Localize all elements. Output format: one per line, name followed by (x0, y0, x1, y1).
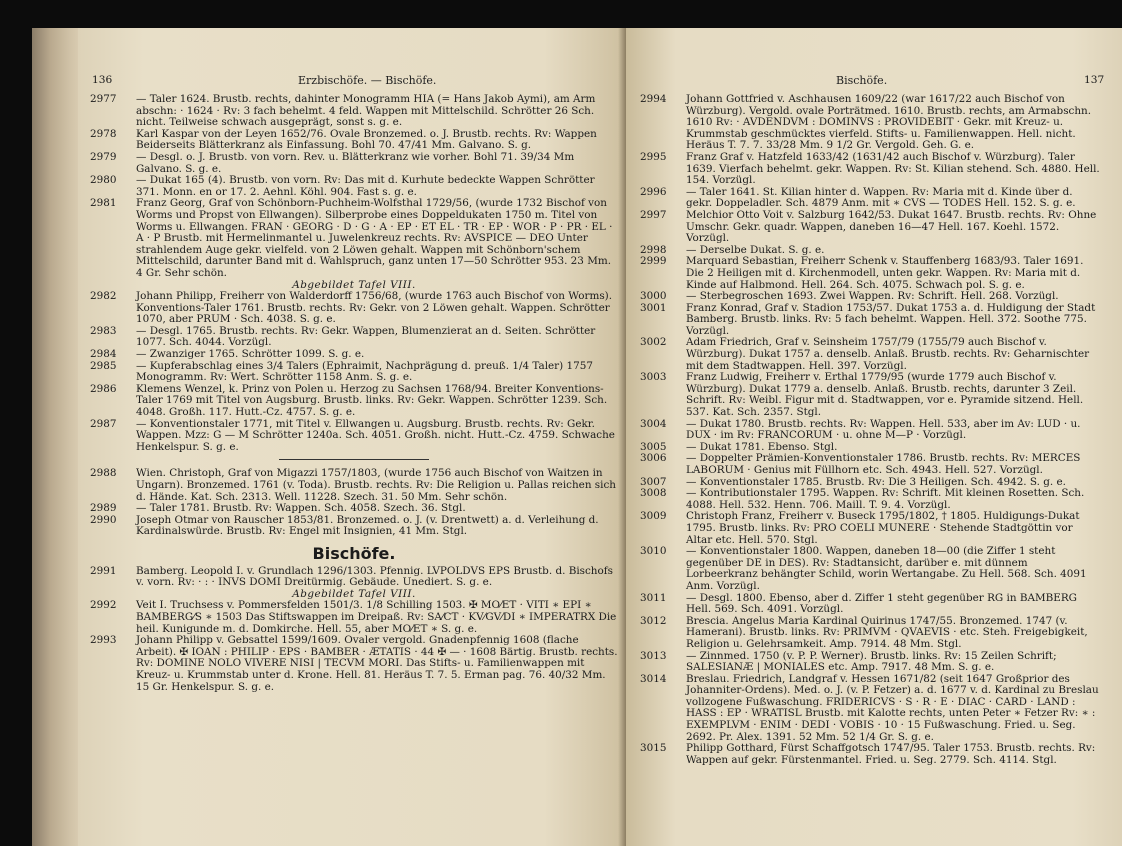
entry-number: 3002 (640, 336, 667, 349)
catalog-entry (90, 129, 618, 152)
entry-number: 3013 (640, 649, 667, 662)
catalog-entry (90, 600, 618, 635)
entry-text: — Dukat 165 (4). Brustb. von vorn. Rv: Das mit d. Kurhute bedeckte Wappen Schrötter 371. Monn. en or 17. 2. Aehnl. Köhl. 904. Fast s. g. e. (136, 174, 595, 198)
catalog-entry (90, 566, 618, 589)
catalog-entry (640, 453, 1102, 476)
entry-number: 3006 (640, 452, 667, 465)
entry-number: 2990 (90, 513, 117, 526)
entry-text: — Kupferabschlag eines 3/4 Talers (Ephraimit, Nachprägung d. preuß. 1/4 Taler) 1757 Monogramm. Rv: Wert. Schrötter 1158 Anm. S. g. e. (136, 359, 593, 384)
catalog-entry (90, 349, 618, 361)
entry-number: 2977 (90, 93, 117, 105)
catalog-entry (90, 419, 618, 454)
entry-number: 2983 (90, 324, 117, 337)
entry-number: 2984 (90, 348, 117, 361)
entry-text: Bamberg. Leopold I. v. Grundlach 1296/1303. Pfennig. LVPOLDVS EPS Brustb. d. Bischofs v. vorn. Rv: · : · INVS DOMI Dreitürmig. Gebäude. Unediert. S. g. e. (136, 564, 613, 589)
entry-number: 2993 (90, 634, 117, 647)
entry-text: — Derselbe Dukat. S. g. e. (686, 243, 825, 256)
entry-number: 3000 (640, 290, 667, 303)
entry-number: 2991 (90, 564, 117, 577)
entry-text: Christoph Franz, Freiherr v. Buseck 1795/1802, † 1805. Huldigungs-Dukat 1795. Brustb. links. Rv: PRO COELI MUNERE · Stehende Stadtgöttin vor Altar etc. Hell. 570. Stgl. (686, 510, 1080, 546)
entry-text: — Zwanziger 1765. Schrötter 1099. S. g. e. (136, 348, 365, 361)
entry-text: Breslau. Friedrich, Landgraf v. Hessen 1671/82 (seit 1647 Großprior des Johanniter-Ordens). Med. o. J. (v. P. Fetzer) a. d. 1677 v. d. Kardinal zu Breslau vollzogene Fußwaschung. FRIDERICVS · S · R · E · DIAC · CARD · LAND : HASS : EP · WRATISL Brustb. mit Kalotte rechts, unten Peter ∗ Fetzer Rv: ∗ : EXEMPLVM · ENIM · DEDI · VOBIS · 10 · 15 Fußwaschung. Fried. u. Seg. 2692. Pr. Alex. 1391. 52 Mm. 52 1/4 Gr. S. g. e. (686, 672, 1099, 743)
catalog-entry (90, 291, 618, 326)
entry-number: 3011 (640, 591, 667, 604)
entry-text: Adam Friedrich, Graf v. Seinsheim 1757/79 (1755/79 auch Bischof v. Würzburg). Dukat 1757 a. denselb. Anlaß. Brustb. rechts. Rv: Geharnischter mit dem Stadtwappen. Hell. 397. Vorzügl. (686, 336, 1090, 372)
catalog-entry (640, 256, 1102, 291)
entry-number: 2998 (640, 243, 667, 256)
entry-number: 3003 (640, 371, 667, 384)
catalog-entry (640, 651, 1102, 674)
catalog-entry (90, 384, 618, 419)
entry-number: 3005 (640, 440, 667, 453)
catalog-entry (90, 635, 618, 693)
entry-text: Philipp Gotthard, Fürst Schaffgotsch 1747/95. Taler 1753. Brustb. rechts. Rv: Wappen auf gekr. Fürstenmantel. Fried. u. Seg. 2779. Sch. 4114. Stgl. (686, 742, 1096, 766)
entry-text: Johann Gottfried v. Aschhausen 1609/22 (war 1617/22 auch Bischof von Würzburg). Vergold. ovale Porträtmed. 1610. Brustb. rechts, am Armabschn. 1610 Rv: · AVDENDVM : DOMINVS : PROVIDEBIT · Gekr. mit Kreuz- u. Krummstab geschmücktes vierfeld. Stifts- u. Familienwappen. Hell. nicht. Heräus T. 7. 7. 33/28 Mm. 9 1/2 Gr. Vergold. Geh. G. e. (686, 93, 1092, 152)
entry-text: — Dukat 1780. Brustb. rechts. Rv: Wappen. Hell. 533, aber im Av: LUD · u. DUX · im Rv: FRANCORUM · u. ohne M—P · Vorzügl. (686, 417, 1081, 442)
entry-text: Johann Philipp, Freiherr von Walderdorff 1756/68, (wurde 1763 auch Bischof von Worms). Konventions-Taler 1761. Brustb. rechts. Rv: Gekr. von 2 Löwen gehalt. Wappen. Schrötter 1070, aber PRUM · Sch. 4038. S. g. e. (136, 290, 613, 326)
catalog-entry (640, 372, 1102, 418)
entry-number: 2996 (640, 185, 667, 198)
entry-text: Melchior Otto Voit v. Salzburg 1642/53. Dukat 1647. Brustb. rechts. Rv: Ohne Umschr. Gekr. quadr. Wappen, daneben 16—47 Hell. 167. Koehl. 1572. Vorzügl. (686, 208, 1097, 245)
divider (279, 459, 429, 460)
section-title: Bischöfe. (312, 543, 396, 563)
entry-text: Marquard Sebastian, Freiherr Schenk v. Stauffenberg 1683/93. Taler 1691. Die 2 Heiligen mit d. Kirchenmodell, unten gekr. Wappen. Rv: Maria mit d. Kinde auf Halbmond. Hell. 264. Sch. 4075. Schwach pol. S. g. e. (686, 255, 1084, 291)
entry-number: 3008 (640, 487, 667, 500)
entry-number: 2995 (640, 150, 667, 163)
entry-text: — Doppelter Prämien-Konventionstaler 1786. Brustb. rechts. Rv: MERCES LABORUM · Genius mit Füllhorn etc. Sch. 4943. Hell. 527. Vorzügl. (686, 452, 1081, 476)
entry-number: 3010 (640, 545, 667, 558)
entry-number: 3001 (640, 301, 667, 314)
entry-text: — Zinnmed. 1750 (v. P. P. Werner). Brustb. links. Rv: 15 Zeilen Schrift; SALESIANÆ | MONIALES etc. Amp. 7917. 48 Mm. S. g. e. (686, 649, 1057, 674)
entry-text: Klemens Wenzel, k. Prinz von Polen u. Herzog zu Sachsen 1768/94. Breiter Konventions-Taler 1769 mit Titel von Augsburg. Brustb. links. Rv: Gekr. Wappen. Schrötter 1239. Sch. 4048. Großh. 117. Hutt.-Cz. 4757. S. g. e. (136, 382, 608, 419)
catalog-entry (640, 210, 1102, 245)
entry-text: — Desgl. 1800. Ebenso, aber d. Ziffer 1 steht gegenüber RG in BAMBERG Hell. 569. Sch. 4091. Vorzügl. (686, 591, 1077, 616)
entry-number: 2986 (90, 382, 117, 395)
entry-number: 3007 (640, 475, 667, 488)
entry-number: 2978 (90, 127, 117, 140)
entry-text: — Konventionstaler 1785. Brustb. Rv: Die 3 Heiligen. Sch. 4942. S. g. e. (686, 475, 1066, 488)
entry-text: — Kontributionstaler 1795. Wappen. Rv: Schrift. Mit kleinen Rosetten. Sch. 4088. Hell. 532. Henn. 706. Maill. T. 9. 4. Vorzügl. (686, 487, 1085, 511)
right-column (640, 94, 1102, 766)
catalog-entry (640, 546, 1102, 592)
entry-number: 2980 (90, 174, 117, 187)
catalog-entry (640, 674, 1102, 744)
catalog-entry (90, 94, 618, 129)
catalog-entry (640, 94, 1102, 152)
left-column (90, 94, 618, 693)
entry-number: 3012 (640, 614, 667, 627)
catalog-entry (90, 468, 618, 503)
book-spread (32, 28, 1122, 846)
catalog-entry (90, 361, 618, 384)
catalog-entry (640, 303, 1102, 338)
entry-number: 3009 (640, 510, 667, 523)
entry-number: 3015 (640, 742, 667, 755)
entry-number: 2981 (90, 197, 117, 210)
entry-number: 2987 (90, 417, 117, 430)
catalog-entry (640, 743, 1102, 766)
book-edge (32, 28, 78, 846)
entry-number: 2979 (90, 150, 117, 163)
illustration-caption: Abgebildet Tafel VIII. (292, 587, 416, 600)
running-header-left: Erzbischöfe. — Bischöfe. (298, 74, 437, 87)
catalog-entry (90, 326, 618, 349)
catalog-entry (640, 616, 1102, 651)
entry-number: 3014 (640, 672, 667, 685)
entry-text: Franz Graf v. Hatzfeld 1633/42 (1631/42 auch Bischof v. Würzburg). Taler 1639. Vierfach behelmt. gekr. Wappen. Rv: St. Kilian stehend. Sch. 4880. Hell. 154. Vorzügl. (686, 150, 1100, 187)
entry-text: Karl Kaspar von der Leyen 1652/76. Ovale Bronzemed. o. J. Brustb. rechts. Rv: Wappen Beiderseits Blätterkranz als Einfassung. Bohl 70. 47/41 Mm. Galvano. S. g. (136, 127, 597, 152)
entry-text: Franz Ludwig, Freiherr v. Erthal 1779/95 (wurde 1779 auch Bischof v. Würzburg). Dukat 1779 a. denselb. Anlaß. Brustb. rechts, darunter 3 Zeil. Schrift. Rv: Weibl. Figur mit d. Stadtwappen, vor e. Pyramide sitzend. Hell. 537. Kat. Sch. 2357. Stgl. (686, 371, 1084, 419)
illustration-caption: Abgebildet Tafel VIII. (292, 278, 416, 291)
catalog-entry (90, 198, 618, 279)
catalog-entry (640, 511, 1102, 546)
catalog-entry (640, 187, 1102, 210)
entry-text: — Dukat 1781. Ebenso. Stgl. (686, 440, 838, 453)
entry-text: Franz Georg, Graf von Schönborn-Puchheim-Wolfsthal 1729/56, (wurde 1732 Bischof von Worms und Propst von Ellwangen). Silberprobe eines Doppeldukaten 1750 m. Titel von Worms u. Ellwangen. FRAN · GEORG · D · G · A · EP · ET EL · TR · EP · WOR · P · PR · EL · A · P Brustb. mit Hermelinmantel u. Juwelenkreuz rechts. Rv: AVSPICE — DEO Unter strahlendem Auge gekr. vielfeld. von 2 Löwen gehalt. Wappen mit Schönborn'schem Mittelschild, darunter Band mit d. Wahlspruch, ganz unten 17—50 Schrötter 953. 23 Mm. 4 Gr. Sehr schön. (136, 197, 613, 279)
entry-text: — Desgl. 1765. Brustb. rechts. Rv: Gekr. Wappen, Blumenzierat an d. Seiten. Schrötter 1077. Sch. 4044. Vorzügl. (136, 324, 596, 349)
entry-text: — Sterbegroschen 1693. Zwei Wappen. Rv: Schrift. Hell. 268. Vorzügl. (686, 290, 1059, 303)
entry-text: Franz Konrad, Graf v. Stadion 1753/57. Dukat 1753 a. d. Huldigung der Stadt Bamberg. Brustb. links. Rv: 5 fach behelmt. Wappen. Hell. 372. Soothe 775. Vorzügl. (686, 301, 1096, 337)
entry-text: — Taler 1624. Brustb. rechts, dahinter Monogramm HIA (= Hans Jakob Aymi), am Arm abschn: · 1624 · Rv: 3 fach behelmt. 4 feld. Wappen mit Mittelschild. Schrötter 26 Sch. nicht. Teilweise schwach ausgeprägt, sonst s. g. e. (136, 93, 596, 129)
entry-text: — Taler 1641. St. Kilian hinter d. Wappen. Rv: Maria mit d. Kinde über d. gekr. Doppeladler. Sch. 4879 Anm. mit ∗ CVS — TODES Hell. 152. S. g. e. (686, 185, 1076, 210)
catalog-entry (640, 152, 1102, 187)
entry-number: 2992 (90, 599, 117, 612)
entry-number: 2997 (640, 208, 667, 221)
entry-number: 2994 (640, 93, 667, 105)
entry-number: 2988 (90, 467, 117, 480)
entry-text: — Taler 1781. Brustb. Rv: Wappen. Sch. 4058. Szech. 36. Stgl. (136, 502, 466, 515)
catalog-entry (90, 515, 618, 538)
entry-number: 2982 (90, 290, 117, 303)
right-page (626, 28, 1122, 846)
running-header-right: Bischöfe. (836, 74, 888, 87)
left-page (78, 28, 626, 846)
entry-text: Wien. Christoph, Graf von Migazzi 1757/1803, (wurde 1756 auch Bischof von Waitzen in Ungarn). Bronzemed. 1761 (v. Toda). Brustb. rechts. Rv: Die Religion u. Pallas reichen sich d. Hände. Kat. Sch. 2313. Well. 11228. Szech. 31. 50 Mm. Sehr schön. (136, 467, 616, 503)
entry-number: 2985 (90, 359, 117, 372)
catalog-entry (90, 175, 618, 198)
catalog-entry (640, 488, 1102, 511)
page-number-right: 137 (1084, 74, 1105, 86)
entry-number: 3004 (640, 417, 667, 430)
catalog-entry (640, 291, 1102, 303)
page-number-left: 136 (92, 74, 113, 86)
entry-text: Johann Philipp v. Gebsattel 1599/1609. Ovaler vergold. Gnadenpfennig 1608 (flache Arbeit). ✠ IOAN : PHILIP · EPS · BAMBER · ÆTATIS · 44 ✠ — · 1608 Bärtig. Brustb. rechts. Rv: DOMINE NOLO VIVERE NISI | TECVM MORI. Das Stifts- u. Familienwappen mit Kreuz- u. Krummstab unter d. Krone. Hell. 81. Heräus T. 7. 5. Erman pag. 76. 40/32 Mm. 15 Gr. Henkelspur. S. g. e. (136, 634, 618, 693)
catalog-entry (640, 419, 1102, 442)
catalog-entry (640, 337, 1102, 372)
entry-text: — Konventionstaler 1800. Wappen, daneben 18—00 (die Ziffer 1 steht gegenüber DE in DES). Rv: Stadtansicht, darüber e. mit dünnem Lorbeerkranz behängter Schild, worin Wertangabe. Zu Hell. 568. Sch. 4091 Anm. Vorzügl. (686, 545, 1087, 592)
catalog-entry (640, 593, 1102, 616)
entry-number: 2999 (640, 255, 667, 268)
entry-text: Joseph Otmar von Rauscher 1853/81. Bronzemed. o. J. (v. Drentwett) a. d. Verleihung d. Kardinalswürde. Brustb. Rv: Engel mit Insignien, 41 Mm. Stgl. (136, 513, 599, 538)
entry-number: 2989 (90, 502, 117, 515)
entry-text: Brescia. Angelus Maria Kardinal Quirinus 1747/55. Bronzemed. 1747 (v. Hamerani). Brustb. links. Rv: PRIMVM · QVAEVIS · etc. Steh. Freigebigkeit, Religion u. Gelehrsamkeit. Amp. 7914. 48 Mm. Stgl. (686, 614, 1088, 650)
catalog-entry (90, 152, 618, 175)
entry-text: — Desgl. o. J. Brustb. von vorn. Rev. u. Blätterkranz wie vorher. Bohl 71. 39/34 Mm Galvano. S. g. e. (136, 150, 575, 175)
entry-text: — Konventionstaler 1771, mit Titel v. Ellwangen u. Augsburg. Brustb. rechts. Rv: Gekr. Wappen. Mzz: G — M Schrötter 1240a. Sch. 4051. Großh. nicht. Hutt.-Cz. 4759. Schwache Henkelspur. S. g. e. (136, 417, 615, 453)
entry-text: Veit I. Truchsess v. Pommersfelden 1501/3. 1/8 Schilling 1503. ✠ MO⁄ET · VITI ∗ EPI ∗ BAMBERG⁄S ∗ 1503 Das Stiftswappen im Dreipaß. Rv: SA⁄CT · KV⁄GV⁄DI ∗ IMPERATRX Die heil. Kunigunde m. d. Domkirche. Hell. 55, aber MO⁄ET ∗ S. g. e. (136, 599, 617, 635)
